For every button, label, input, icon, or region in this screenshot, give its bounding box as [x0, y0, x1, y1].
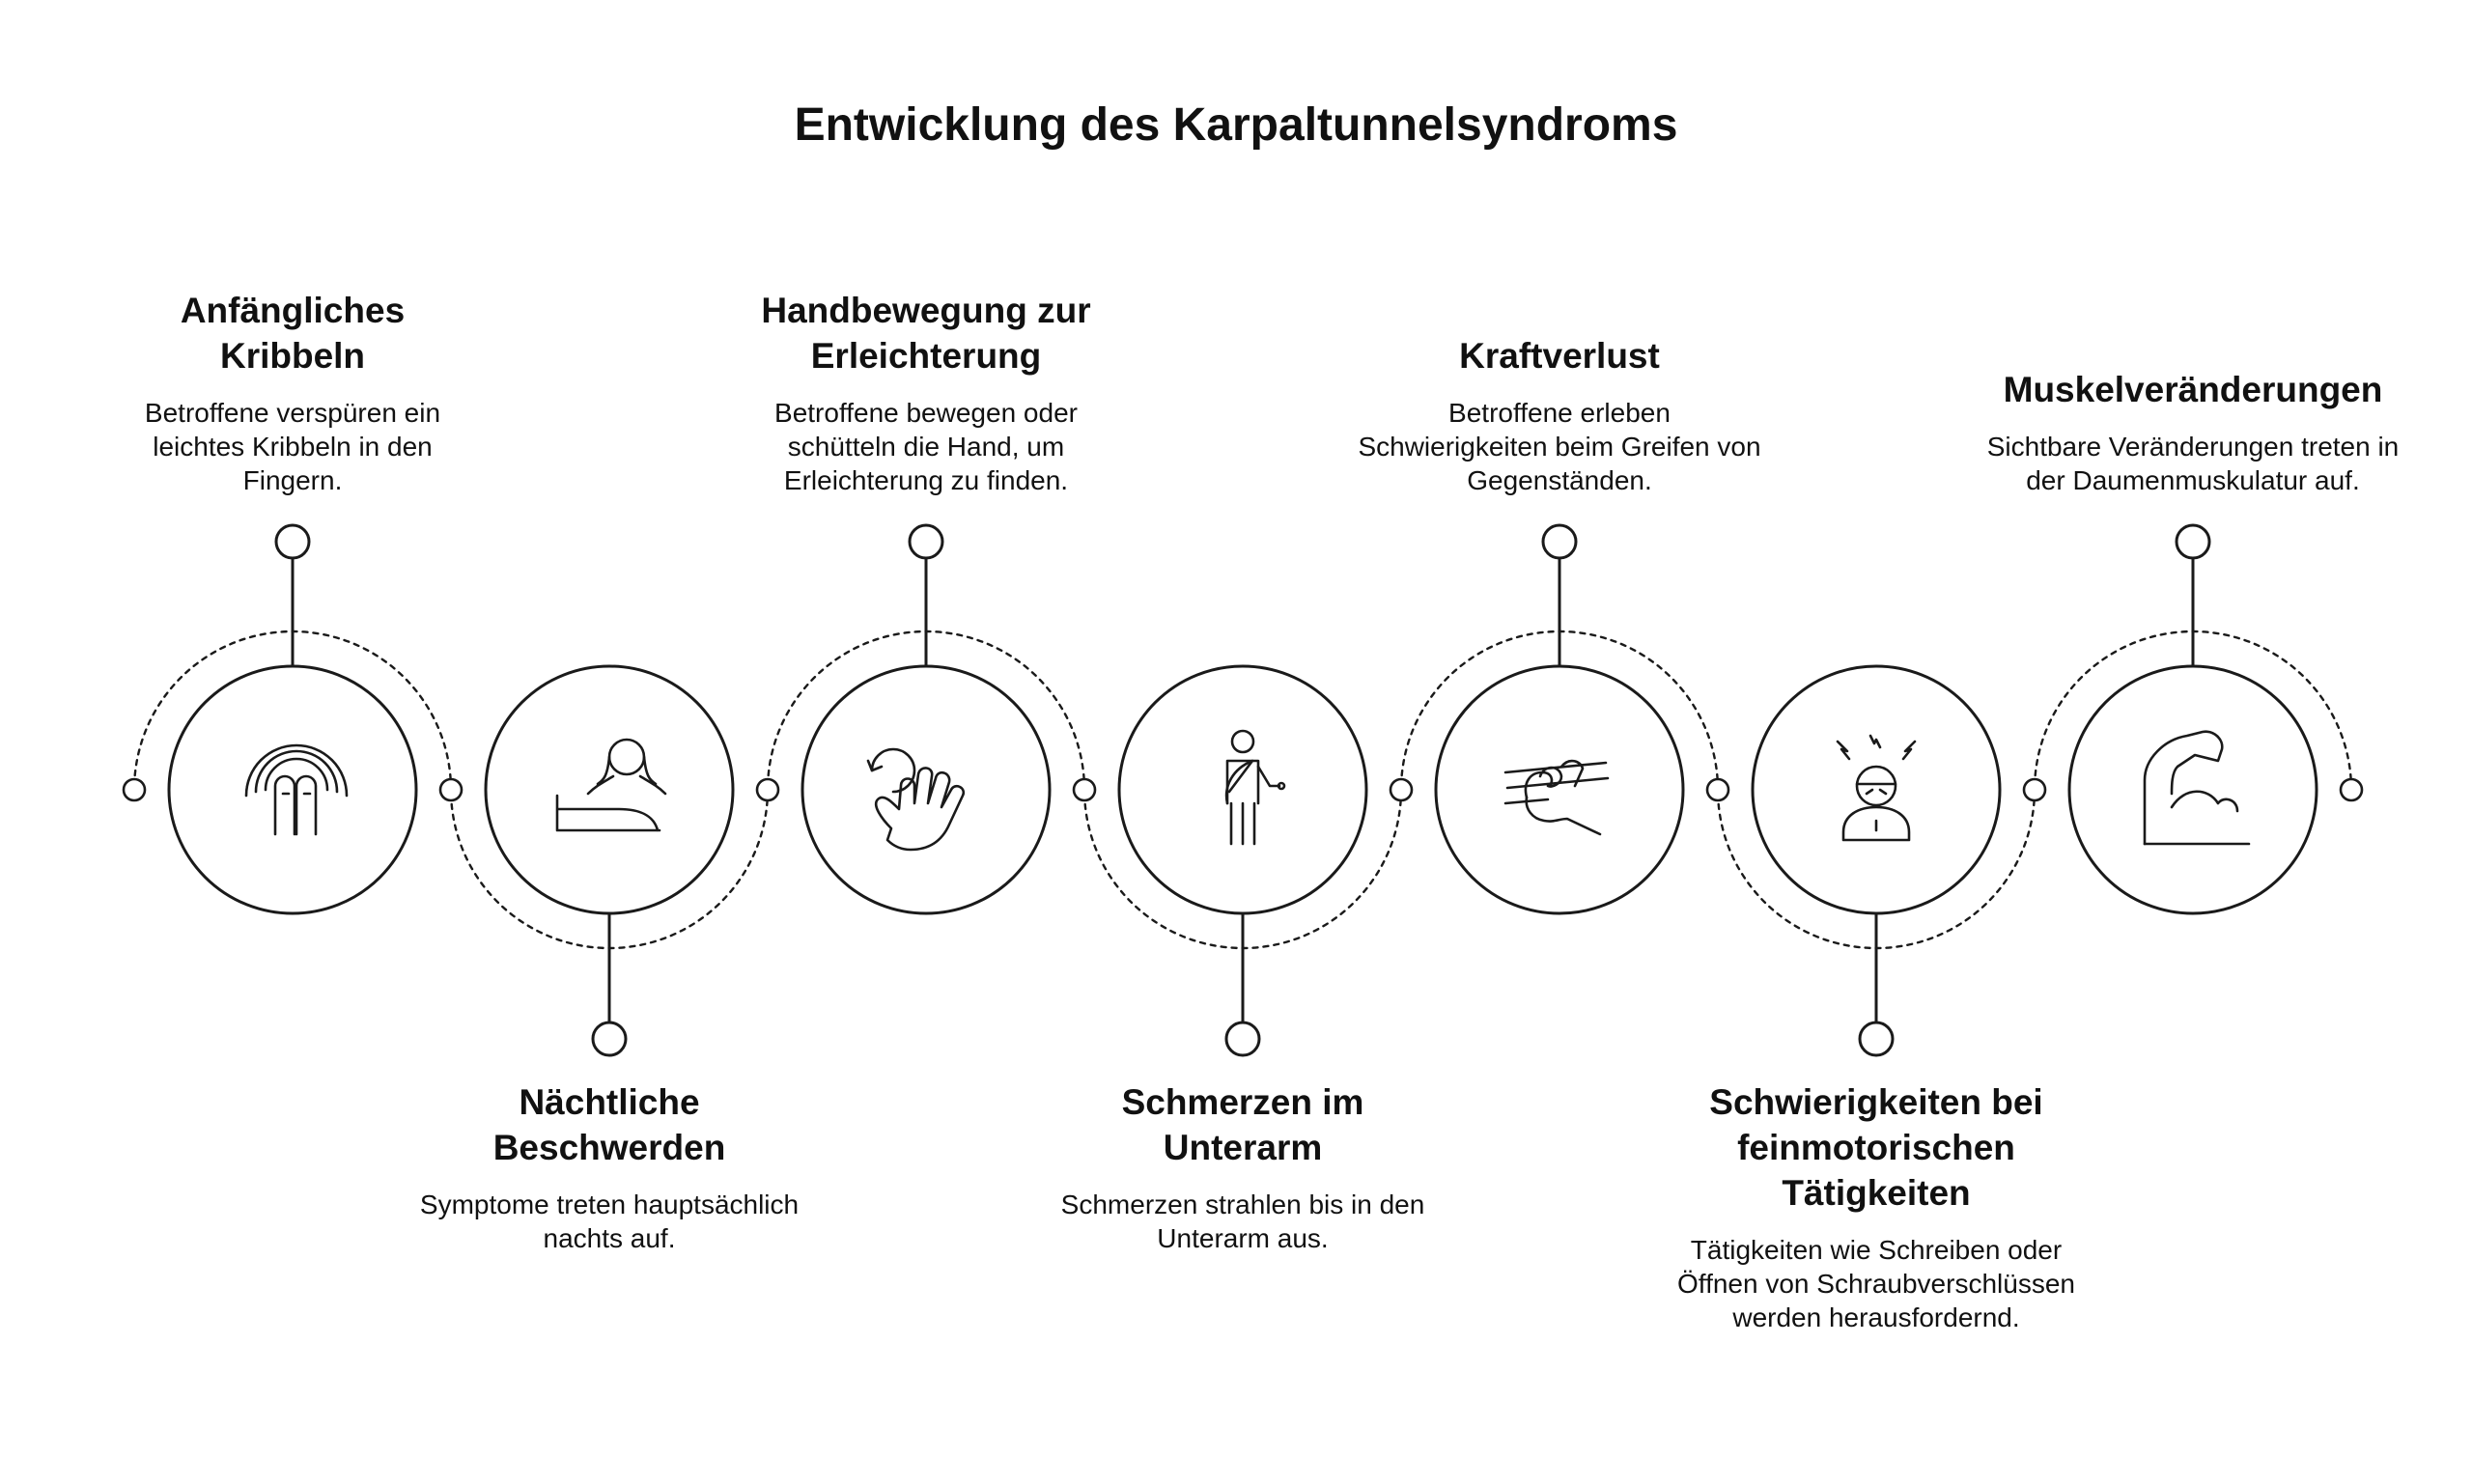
step-description-3: Betroffene bewegen oder schütteln die Hand, um Erleichterung zu finden.: [774, 398, 1078, 495]
step-circle-4: [1119, 666, 1366, 913]
step-label-4: [1040, 1079, 1446, 1255]
step-heading-6: Schwierigkeiten bei feinmotorischen Tätigkeiten: [1709, 1082, 2043, 1213]
step-description-7: Sichtbare Veränderungen treten in der Daumenmuskulatur auf.: [1986, 432, 2400, 495]
step-label-5: [1357, 333, 1762, 497]
step-heading-2: Nächtliche Beschwerden: [492, 1082, 726, 1167]
junction-dot-2: [440, 779, 462, 800]
step-heading-7: Muskelveränderungen: [2003, 370, 2383, 409]
step-circle-1: [169, 666, 416, 913]
junction-dot-5: [1390, 779, 1412, 800]
step-description-5: Betroffene erleben Schwierigkeiten beim Greifen von Gegenständen.: [1358, 398, 1761, 495]
step-label-3: [743, 288, 1110, 497]
stem-dot-6: [1860, 1022, 1893, 1055]
stem-dot-2: [593, 1022, 626, 1055]
step-circle-7: [2069, 666, 2317, 913]
step-description-1: Betroffene verspüren ein leichtes Kribbeln in den Fingern.: [144, 398, 441, 495]
step-circles: [169, 666, 2317, 913]
stem-dot-3: [910, 525, 942, 558]
step-label-7: [1980, 367, 2405, 497]
junction-dot-4: [1074, 779, 1095, 800]
stem-dot-7: [2177, 525, 2209, 558]
step-circle-6: [1753, 666, 2000, 913]
junction-dot-6: [1707, 779, 1728, 800]
step-label-6: [1673, 1079, 2079, 1334]
junction-dot-8: [2341, 779, 2362, 800]
step-heading-5: Kraftverlust: [1459, 336, 1660, 376]
step-description-6: Tätigkeiten wie Schreiben oder Öffnen von Schraubverschlüssen werden herausfordernd.: [1677, 1235, 2075, 1332]
step-label-1: [119, 288, 466, 497]
step-description-4: Schmerzen strahlen bis in den Unterarm aus.: [1060, 1190, 1425, 1253]
step-circle-3: [802, 666, 1050, 913]
stem-dot-5: [1543, 525, 1576, 558]
junction-dot-7: [2024, 779, 2045, 800]
step-heading-4: Schmerzen im Unterarm: [1121, 1082, 1364, 1167]
step-label-2: [402, 1079, 817, 1255]
stem-dot-4: [1226, 1022, 1259, 1055]
junction-dot-3: [757, 779, 778, 800]
diagram-title: Entwicklung des Karpaltunnelsyndroms: [794, 99, 1678, 151]
step-heading-3: Handbewegung zur Erleichterung: [761, 291, 1091, 376]
stem-dot-1: [276, 525, 309, 558]
step-heading-1: Anfängliches Kribbeln: [180, 291, 406, 376]
junction-dot-1: [124, 779, 145, 800]
step-circle-5: [1436, 666, 1683, 913]
step-description-2: Symptome treten hauptsächlich nachts auf.: [419, 1190, 800, 1253]
step-circle-2: [486, 666, 733, 913]
